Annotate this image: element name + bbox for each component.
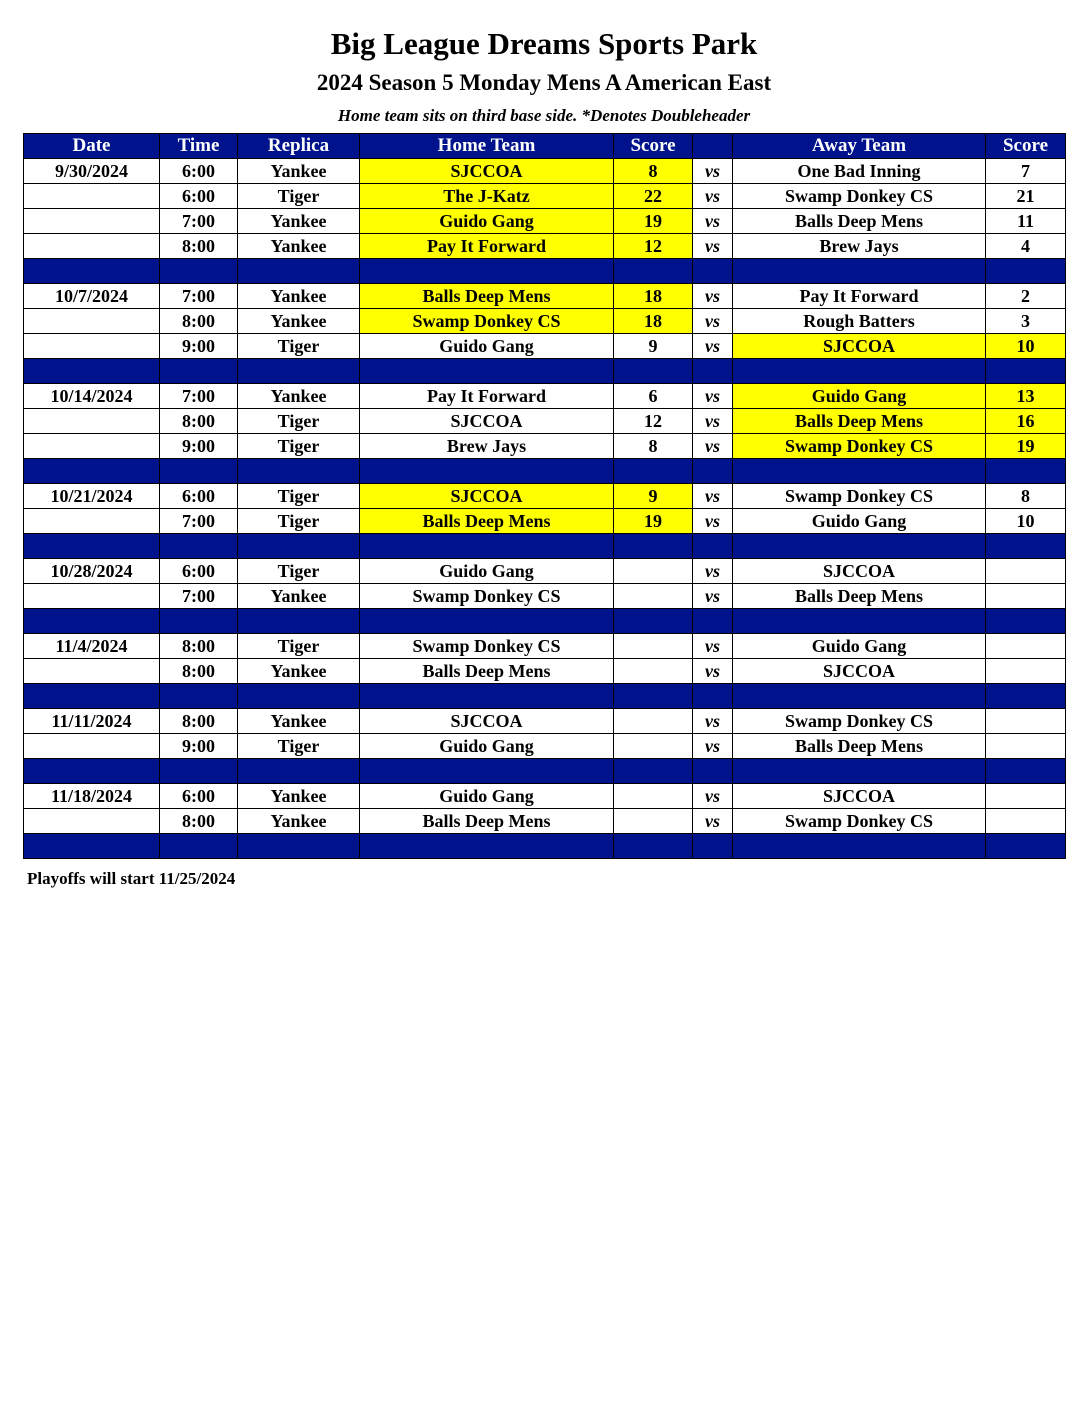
cell-vs: vs — [693, 284, 733, 309]
separator-cell — [614, 609, 693, 634]
col-header-replica: Replica — [238, 134, 360, 159]
cell-date — [24, 434, 160, 459]
table-row — [24, 409, 1066, 434]
cell-home-score — [614, 734, 693, 759]
cell-away-score: 4 — [986, 234, 1066, 259]
cell-home-score — [614, 659, 693, 684]
separator-cell — [360, 359, 614, 384]
separator-cell — [24, 259, 160, 284]
cell-vs: vs — [693, 334, 733, 359]
cell-time: 8:00 — [160, 634, 238, 659]
col-header-date: Date — [24, 134, 160, 159]
cell-home-score: 18 — [614, 284, 693, 309]
separator-row — [24, 834, 1066, 859]
cell-away-team: SJCCOA — [733, 784, 986, 809]
cell-home-score: 18 — [614, 309, 693, 334]
cell-home-team: SJCCOA — [360, 709, 614, 734]
cell-date: 10/14/2024 — [24, 384, 160, 409]
cell-time: 8:00 — [160, 309, 238, 334]
separator-cell — [24, 609, 160, 634]
cell-away-team: Swamp Donkey CS — [733, 709, 986, 734]
cell-away-team: Guido Gang — [733, 384, 986, 409]
separator-cell — [614, 759, 693, 784]
cell-home-team: Balls Deep Mens — [360, 809, 614, 834]
cell-away-score — [986, 734, 1066, 759]
cell-away-score — [986, 709, 1066, 734]
cell-home-score — [614, 634, 693, 659]
table-row — [24, 784, 1066, 809]
cell-vs: vs — [693, 384, 733, 409]
separator-cell — [986, 759, 1066, 784]
cell-home-team: SJCCOA — [360, 159, 614, 184]
cell-date — [24, 659, 160, 684]
cell-home-team: SJCCOA — [360, 409, 614, 434]
cell-date — [24, 809, 160, 834]
cell-replica: Tiger — [238, 334, 360, 359]
table-row — [24, 159, 1066, 184]
cell-time: 6:00 — [160, 159, 238, 184]
cell-vs: vs — [693, 584, 733, 609]
cell-home-team: Guido Gang — [360, 334, 614, 359]
cell-time: 6:00 — [160, 784, 238, 809]
cell-away-team: SJCCOA — [733, 334, 986, 359]
cell-replica: Tiger — [238, 559, 360, 584]
separator-cell — [693, 459, 733, 484]
cell-away-team: Balls Deep Mens — [733, 734, 986, 759]
cell-away-team: SJCCOA — [733, 659, 986, 684]
separator-cell — [986, 609, 1066, 634]
cell-time: 7:00 — [160, 384, 238, 409]
separator-cell — [693, 259, 733, 284]
separator-cell — [986, 359, 1066, 384]
playoffs-note: Playoffs will start 11/25/2024 — [27, 869, 236, 888]
cell-home-team: Guido Gang — [360, 559, 614, 584]
cell-home-score: 12 — [614, 234, 693, 259]
cell-away-team: Guido Gang — [733, 509, 986, 534]
separator-cell — [693, 834, 733, 859]
table-row — [24, 809, 1066, 834]
separator-cell — [986, 834, 1066, 859]
cell-date: 11/4/2024 — [24, 634, 160, 659]
cell-vs: vs — [693, 659, 733, 684]
separator-cell — [614, 359, 693, 384]
cell-home-score: 12 — [614, 409, 693, 434]
separator-cell — [238, 259, 360, 284]
table-row — [24, 634, 1066, 659]
table-row — [24, 509, 1066, 534]
cell-home-team: Swamp Donkey CS — [360, 634, 614, 659]
cell-home-team: Pay It Forward — [360, 384, 614, 409]
separator-cell — [238, 834, 360, 859]
cell-replica: Tiger — [238, 634, 360, 659]
separator-cell — [360, 259, 614, 284]
separator-row — [24, 609, 1066, 634]
separator-cell — [614, 684, 693, 709]
cell-date — [24, 334, 160, 359]
cell-away-team: Swamp Donkey CS — [733, 434, 986, 459]
cell-date: 11/18/2024 — [24, 784, 160, 809]
separator-cell — [360, 609, 614, 634]
cell-away-score: 19 — [986, 434, 1066, 459]
cell-replica: Tiger — [238, 734, 360, 759]
separator-cell — [733, 459, 986, 484]
separator-cell — [238, 684, 360, 709]
cell-date — [24, 234, 160, 259]
separator-cell — [160, 684, 238, 709]
separator-cell — [986, 259, 1066, 284]
cell-away-team: SJCCOA — [733, 559, 986, 584]
separator-cell — [614, 534, 693, 559]
separator-cell — [160, 759, 238, 784]
cell-vs: vs — [693, 184, 733, 209]
cell-replica: Tiger — [238, 409, 360, 434]
cell-date: 10/7/2024 — [24, 284, 160, 309]
separator-cell — [360, 759, 614, 784]
cell-home-team: Brew Jays — [360, 434, 614, 459]
cell-time: 7:00 — [160, 209, 238, 234]
table-row — [24, 284, 1066, 309]
cell-date: 10/28/2024 — [24, 559, 160, 584]
cell-replica: Yankee — [238, 784, 360, 809]
separator-cell — [614, 834, 693, 859]
cell-home-team: Balls Deep Mens — [360, 284, 614, 309]
separator-row — [24, 459, 1066, 484]
table-row — [24, 734, 1066, 759]
cell-time: 6:00 — [160, 184, 238, 209]
separator-cell — [24, 684, 160, 709]
separator-cell — [160, 459, 238, 484]
cell-time: 6:00 — [160, 484, 238, 509]
cell-home-team: Guido Gang — [360, 209, 614, 234]
cell-home-team: Swamp Donkey CS — [360, 584, 614, 609]
separator-cell — [160, 359, 238, 384]
cell-time: 8:00 — [160, 709, 238, 734]
cell-away-score: 16 — [986, 409, 1066, 434]
cell-vs: vs — [693, 209, 733, 234]
col-header-away-score: Score — [986, 134, 1066, 159]
cell-home-score: 8 — [614, 159, 693, 184]
cell-away-team: Brew Jays — [733, 234, 986, 259]
cell-home-team: Guido Gang — [360, 784, 614, 809]
separator-cell — [238, 534, 360, 559]
separator-cell — [160, 534, 238, 559]
cell-away-score: 10 — [986, 509, 1066, 534]
cell-vs: vs — [693, 159, 733, 184]
separator-cell — [24, 834, 160, 859]
separator-cell — [693, 684, 733, 709]
separator-cell — [693, 534, 733, 559]
cell-away-score — [986, 584, 1066, 609]
separator-cell — [160, 834, 238, 859]
cell-home-score: 6 — [614, 384, 693, 409]
cell-away-score — [986, 784, 1066, 809]
separator-cell — [238, 359, 360, 384]
cell-date — [24, 584, 160, 609]
cell-date — [24, 509, 160, 534]
cell-vs: vs — [693, 559, 733, 584]
table-row — [24, 209, 1066, 234]
cell-replica: Yankee — [238, 809, 360, 834]
cell-replica: Yankee — [238, 709, 360, 734]
cell-home-score: 8 — [614, 434, 693, 459]
cell-away-team: Balls Deep Mens — [733, 584, 986, 609]
cell-replica: Yankee — [238, 284, 360, 309]
cell-date — [24, 309, 160, 334]
cell-away-score — [986, 659, 1066, 684]
cell-away-team: Swamp Donkey CS — [733, 484, 986, 509]
separator-cell — [160, 259, 238, 284]
cell-away-score: 3 — [986, 309, 1066, 334]
cell-replica: Yankee — [238, 234, 360, 259]
separator-row — [24, 259, 1066, 284]
cell-replica: Tiger — [238, 184, 360, 209]
cell-time: 7:00 — [160, 509, 238, 534]
table-row — [24, 384, 1066, 409]
page-title: Big League Dreams Sports Park — [330, 26, 758, 61]
cell-home-score: 19 — [614, 509, 693, 534]
season-subtitle: 2024 Season 5 Monday Mens A American East — [316, 70, 772, 95]
separator-cell — [24, 759, 160, 784]
cell-home-score: 9 — [614, 334, 693, 359]
cell-time: 8:00 — [160, 659, 238, 684]
cell-home-score — [614, 709, 693, 734]
cell-time: 7:00 — [160, 584, 238, 609]
cell-vs: vs — [693, 809, 733, 834]
separator-cell — [238, 609, 360, 634]
cell-date — [24, 409, 160, 434]
cell-away-team: One Bad Inning — [733, 159, 986, 184]
table-row — [24, 584, 1066, 609]
table-row — [24, 434, 1066, 459]
cell-away-team: Rough Batters — [733, 309, 986, 334]
cell-away-team: Pay It Forward — [733, 284, 986, 309]
separator-cell — [733, 684, 986, 709]
separator-cell — [986, 459, 1066, 484]
separator-cell — [733, 609, 986, 634]
cell-away-team: Swamp Donkey CS — [733, 184, 986, 209]
separator-cell — [24, 534, 160, 559]
cell-replica: Yankee — [238, 309, 360, 334]
header-row — [24, 134, 1066, 159]
cell-away-team: Balls Deep Mens — [733, 209, 986, 234]
cell-vs: vs — [693, 484, 733, 509]
separator-cell — [693, 609, 733, 634]
separator-cell — [238, 459, 360, 484]
cell-home-score: 9 — [614, 484, 693, 509]
cell-home-score — [614, 559, 693, 584]
table-row — [24, 659, 1066, 684]
cell-away-score: 21 — [986, 184, 1066, 209]
separator-cell — [360, 834, 614, 859]
table-row — [24, 484, 1066, 509]
separator-row — [24, 684, 1066, 709]
cell-vs: vs — [693, 634, 733, 659]
cell-home-score: 22 — [614, 184, 693, 209]
cell-home-team: Pay It Forward — [360, 234, 614, 259]
cell-replica: Tiger — [238, 509, 360, 534]
cell-replica: Yankee — [238, 584, 360, 609]
separator-cell — [360, 534, 614, 559]
cell-vs: vs — [693, 409, 733, 434]
table-row — [24, 234, 1066, 259]
cell-home-score — [614, 809, 693, 834]
separator-row — [24, 534, 1066, 559]
cell-replica: Yankee — [238, 159, 360, 184]
cell-away-score — [986, 559, 1066, 584]
separator-cell — [693, 759, 733, 784]
separator-cell — [733, 259, 986, 284]
col-header-vs — [693, 134, 733, 159]
cell-vs: vs — [693, 309, 733, 334]
cell-time: 9:00 — [160, 734, 238, 759]
table-row — [24, 309, 1066, 334]
cell-replica: Yankee — [238, 384, 360, 409]
cell-away-score: 8 — [986, 484, 1066, 509]
cell-time: 6:00 — [160, 559, 238, 584]
cell-home-team: Balls Deep Mens — [360, 509, 614, 534]
separator-cell — [733, 359, 986, 384]
table-row — [24, 709, 1066, 734]
cell-date: 9/30/2024 — [24, 159, 160, 184]
schedule-note: Home team sits on third base side. *Denotes Doubleheader — [337, 106, 751, 125]
cell-time: 9:00 — [160, 334, 238, 359]
cell-away-score: 10 — [986, 334, 1066, 359]
cell-date — [24, 184, 160, 209]
cell-away-team: Balls Deep Mens — [733, 409, 986, 434]
cell-home-team: The J-Katz — [360, 184, 614, 209]
cell-date — [24, 209, 160, 234]
col-header-home-score: Score — [614, 134, 693, 159]
separator-cell — [24, 459, 160, 484]
cell-time: 8:00 — [160, 234, 238, 259]
separator-cell — [733, 759, 986, 784]
separator-cell — [238, 759, 360, 784]
cell-replica: Tiger — [238, 484, 360, 509]
cell-date: 10/21/2024 — [24, 484, 160, 509]
schedule-table — [23, 133, 1066, 859]
cell-replica: Yankee — [238, 659, 360, 684]
cell-date — [24, 734, 160, 759]
cell-away-score — [986, 809, 1066, 834]
cell-vs: vs — [693, 709, 733, 734]
separator-cell — [986, 684, 1066, 709]
table-row — [24, 184, 1066, 209]
cell-time: 8:00 — [160, 409, 238, 434]
col-header-time: Time — [160, 134, 238, 159]
separator-cell — [693, 359, 733, 384]
separator-cell — [614, 459, 693, 484]
separator-cell — [160, 609, 238, 634]
cell-home-score: 19 — [614, 209, 693, 234]
separator-cell — [733, 534, 986, 559]
cell-home-team: Balls Deep Mens — [360, 659, 614, 684]
cell-away-score: 11 — [986, 209, 1066, 234]
separator-cell — [986, 534, 1066, 559]
cell-away-score — [986, 634, 1066, 659]
cell-replica: Yankee — [238, 209, 360, 234]
table-row — [24, 334, 1066, 359]
col-header-home-team: Home Team — [360, 134, 614, 159]
cell-replica: Tiger — [238, 434, 360, 459]
cell-home-team: Guido Gang — [360, 734, 614, 759]
cell-vs: vs — [693, 434, 733, 459]
cell-away-score: 7 — [986, 159, 1066, 184]
cell-vs: vs — [693, 509, 733, 534]
cell-home-team: Swamp Donkey CS — [360, 309, 614, 334]
cell-vs: vs — [693, 784, 733, 809]
cell-home-team: SJCCOA — [360, 484, 614, 509]
separator-cell — [360, 459, 614, 484]
separator-cell — [733, 834, 986, 859]
cell-vs: vs — [693, 234, 733, 259]
cell-date: 11/11/2024 — [24, 709, 160, 734]
schedule-body — [24, 159, 1066, 859]
cell-away-score: 13 — [986, 384, 1066, 409]
cell-home-score — [614, 784, 693, 809]
separator-cell — [614, 259, 693, 284]
separator-row — [24, 759, 1066, 784]
cell-vs: vs — [693, 734, 733, 759]
cell-time: 9:00 — [160, 434, 238, 459]
separator-cell — [24, 359, 160, 384]
col-header-away-team: Away Team — [733, 134, 986, 159]
cell-away-score: 2 — [986, 284, 1066, 309]
cell-time: 7:00 — [160, 284, 238, 309]
cell-home-score — [614, 584, 693, 609]
cell-away-team: Guido Gang — [733, 634, 986, 659]
cell-time: 8:00 — [160, 809, 238, 834]
separator-cell — [360, 684, 614, 709]
cell-away-team: Swamp Donkey CS — [733, 809, 986, 834]
separator-row — [24, 359, 1066, 384]
table-row — [24, 559, 1066, 584]
